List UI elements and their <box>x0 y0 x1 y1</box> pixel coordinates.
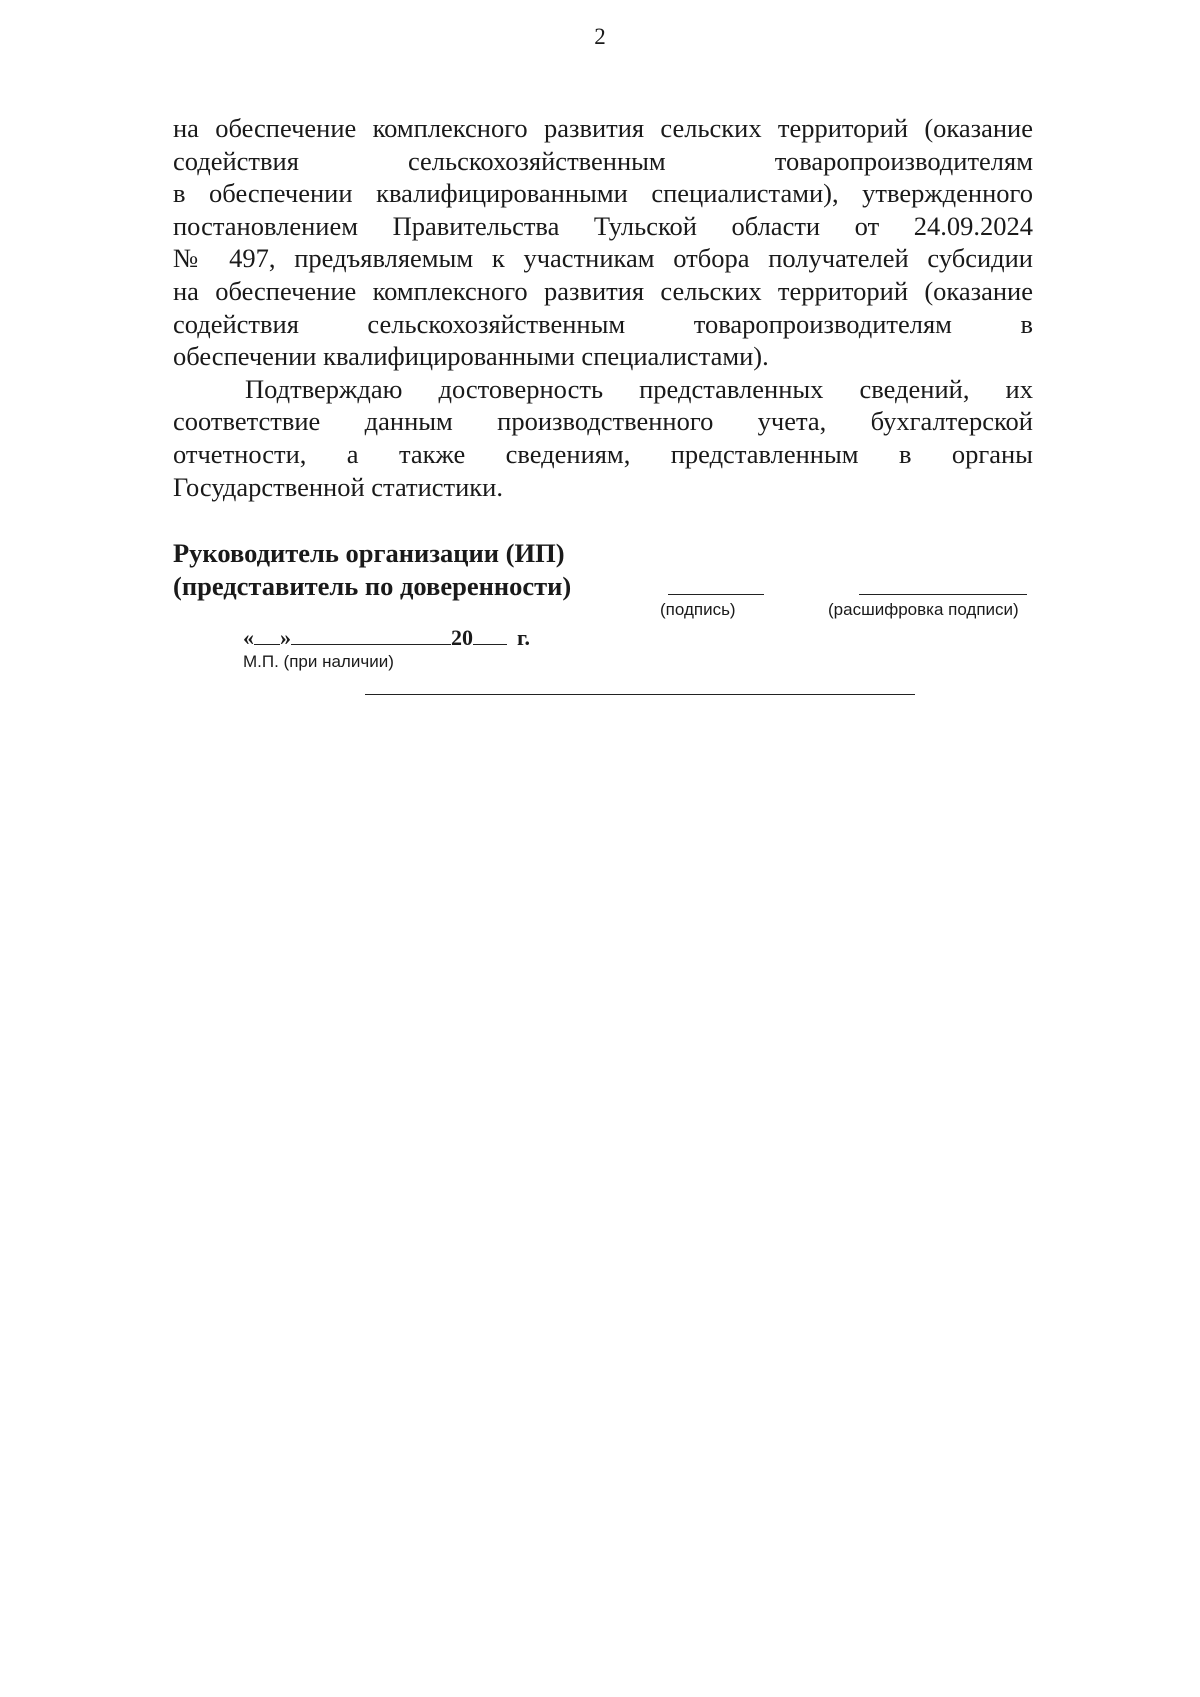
end-divider <box>365 694 915 695</box>
text-line: Государственной статистики. <box>173 471 503 502</box>
stamp-note: М.П. (при наличии) <box>243 652 394 671</box>
signature-decoding-field[interactable] <box>859 594 1027 595</box>
signature-field[interactable] <box>668 594 764 595</box>
paragraph-confirmation <box>173 373 1033 503</box>
text-line: № 497, предъявляемым к участникам отбора получателей субсидии <box>173 243 1033 274</box>
signatory-title-line: (представитель по доверенности) <box>173 570 572 601</box>
text-line: соответствие данным производственного учета, бухгалтерской <box>173 406 1033 437</box>
date-month-field[interactable] <box>291 624 451 645</box>
text-line: постановлением Правительства Тульской области от 24.09.2024 <box>173 210 1033 241</box>
signature-caption: (подпись) <box>660 600 736 619</box>
date-field <box>243 624 530 652</box>
text-line: на обеспечение комплексного развития сельских территорий (оказание <box>173 275 1033 306</box>
text-line: содействия сельскохозяйственным товаропроизводителям <box>173 145 1033 176</box>
date-year-field[interactable] <box>473 624 507 645</box>
text-line: отчетности, а также сведениям, представленным в органы <box>173 438 1033 469</box>
signature-decoding-caption: (расшифровка подписи) <box>828 600 1019 619</box>
text-line: обеспечении квалифицированными специалистами). <box>173 341 769 372</box>
text-line: на обеспечение комплексного развития сельских территорий (оказание <box>173 113 1033 143</box>
page-number: 2 <box>594 24 606 49</box>
paragraph-requirements <box>173 112 1033 373</box>
text-line: Подтверждаю достоверность представленных сведений, их <box>245 373 1033 404</box>
date-year-suffix: г. <box>517 625 531 650</box>
date-open-quote: « <box>243 625 254 650</box>
text-line: содействия сельскохозяйственным товаропроизводителям в <box>173 308 1033 339</box>
date-day-field[interactable] <box>254 624 280 645</box>
signatory-title <box>173 537 571 602</box>
signatory-title-line: Руководитель организации (ИП) <box>173 538 565 568</box>
date-close-quote: » <box>280 625 291 650</box>
text-line: в обеспечении квалифицированными специалистами), утвержденного <box>173 178 1033 209</box>
date-year-prefix: 20 <box>451 625 473 650</box>
body-text <box>173 112 1033 503</box>
